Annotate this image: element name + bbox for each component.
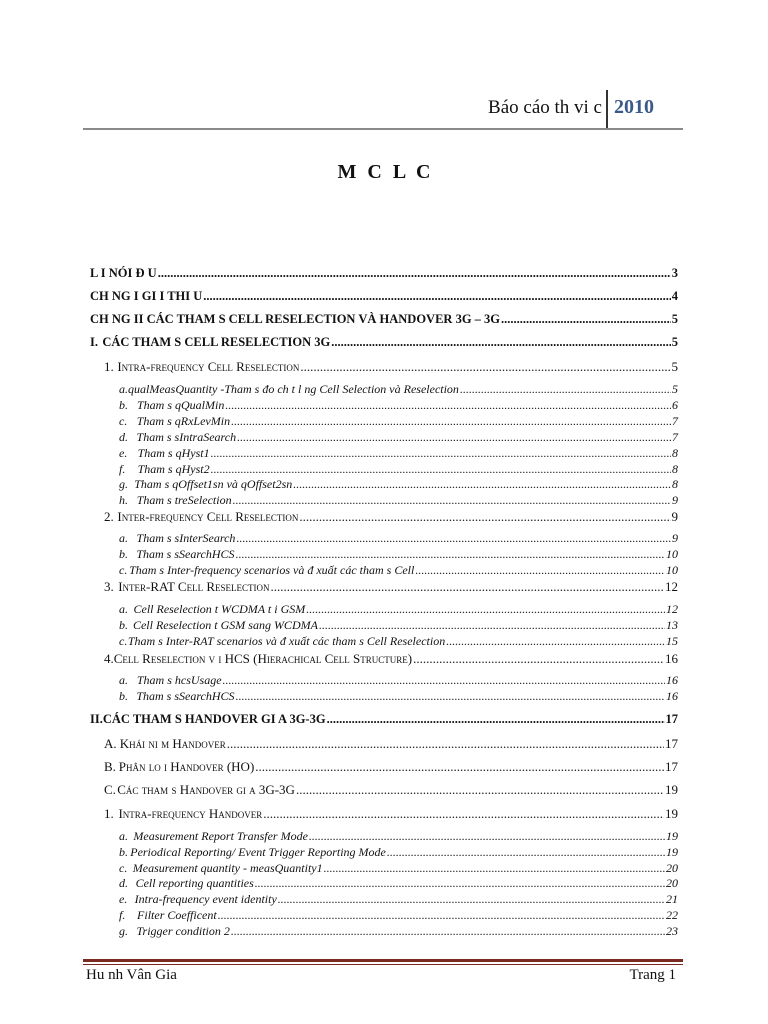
toc-entry-title: CÁC THAM S CELL RESELECTION 3G bbox=[102, 335, 331, 349]
toc-entry-title: Tham s sSearchHCS bbox=[136, 689, 235, 703]
toc-leader-dots bbox=[460, 382, 671, 397]
toc-entry-number: c. bbox=[119, 414, 128, 428]
toc-entry[interactable] bbox=[119, 462, 678, 477]
toc-entry-title: Tham s qRxLevMin bbox=[136, 414, 231, 428]
toc-leader-dots bbox=[255, 876, 665, 891]
toc-leader-dots bbox=[309, 829, 665, 844]
toc-entry[interactable] bbox=[119, 547, 678, 562]
toc-entry-page: 7 bbox=[672, 414, 678, 428]
toc-entry[interactable] bbox=[90, 312, 678, 327]
toc-entry-number: d. bbox=[119, 430, 128, 444]
toc-entry[interactable] bbox=[119, 414, 678, 429]
footer-rule bbox=[83, 959, 683, 962]
toc-leader-dots bbox=[296, 782, 664, 798]
toc-leader-dots bbox=[271, 579, 665, 595]
toc-entry-page: 16 bbox=[666, 673, 678, 687]
toc-entry-number: b. bbox=[119, 547, 128, 561]
toc-entry[interactable] bbox=[104, 782, 678, 798]
toc-entry-number: b. bbox=[119, 845, 128, 859]
toc-leader-dots bbox=[236, 531, 671, 546]
toc-entry-title: Cell Reselection t GSM sang WCDMA bbox=[132, 618, 318, 632]
toc-entry-title: Measurement Report Transfer Mode bbox=[133, 829, 308, 843]
header-year: 2010 bbox=[614, 96, 654, 118]
toc-entry-number: e. bbox=[119, 446, 128, 460]
toc-entry-title: Cell reporting quantities bbox=[135, 876, 254, 890]
toc-entry-title: Filter Coefficent bbox=[137, 908, 217, 922]
toc-entry[interactable] bbox=[119, 689, 678, 704]
toc-title: M C L C bbox=[337, 161, 431, 183]
toc-entry[interactable] bbox=[119, 398, 678, 413]
toc-entry-title: Measurement quantity - measQuantity1 bbox=[132, 861, 323, 875]
toc-entry-page: 9 bbox=[671, 509, 678, 524]
toc-leader-dots bbox=[218, 908, 665, 923]
toc-entry[interactable] bbox=[90, 266, 678, 281]
toc-entry-page: 22 bbox=[666, 908, 678, 922]
toc-entry-title: Tham s Inter-frequency scenarios và đ xuất các tham s Cell bbox=[129, 563, 415, 577]
toc-entry-page: 21 bbox=[666, 892, 678, 906]
toc-leader-dots bbox=[236, 689, 665, 704]
toc-entry-number: a. bbox=[119, 673, 128, 687]
toc-entry-number: d. bbox=[119, 876, 128, 890]
toc-entry[interactable] bbox=[119, 892, 678, 907]
toc-entry-number: b. bbox=[119, 618, 128, 632]
toc-entry-title: Phân lo i Handover (HO) bbox=[118, 759, 255, 774]
toc-leader-dots bbox=[299, 509, 670, 525]
toc-entry-number: a. bbox=[119, 602, 128, 616]
toc-entry[interactable] bbox=[119, 634, 678, 649]
toc-leader-dots bbox=[306, 602, 665, 617]
toc-leader-dots bbox=[501, 312, 671, 327]
toc-entry[interactable] bbox=[119, 477, 678, 492]
toc-entry-number: a. bbox=[119, 531, 128, 545]
toc-entry[interactable] bbox=[90, 712, 678, 727]
toc-entry[interactable] bbox=[90, 335, 678, 350]
toc-entry-page: 4 bbox=[671, 289, 678, 303]
toc-entry-number: 3. bbox=[104, 579, 114, 594]
toc-leader-dots bbox=[387, 845, 665, 860]
toc-leader-dots bbox=[223, 673, 665, 688]
toc-entry-title: Khái ni m Handover bbox=[119, 736, 226, 751]
toc-entry-number: g. bbox=[119, 477, 128, 491]
toc-entry[interactable] bbox=[104, 509, 678, 525]
toc-entry-title: Tham s treSelection bbox=[136, 493, 232, 507]
toc-entry-number: c. bbox=[119, 634, 128, 648]
toc-entry[interactable] bbox=[119, 924, 678, 939]
toc-entry-page: 6 bbox=[672, 398, 678, 412]
toc-entry-title: CH NG II CÁC THAM S CELL RESELECTION VÀ HANDOVER 3G – 3G bbox=[90, 312, 501, 326]
toc-entry-number: a. bbox=[119, 829, 128, 843]
toc-entry[interactable] bbox=[104, 359, 678, 375]
toc-entry-number: 1. bbox=[104, 359, 114, 374]
toc-entry[interactable] bbox=[119, 845, 678, 860]
toc-leader-dots bbox=[211, 462, 671, 477]
toc-entry-page: 13 bbox=[666, 618, 678, 632]
toc-leader-dots bbox=[300, 359, 670, 375]
toc-entry-page: 20 bbox=[666, 861, 678, 875]
toc-leader-dots bbox=[293, 477, 671, 492]
toc-entry-page: 8 bbox=[672, 477, 678, 491]
toc-entry-number: II. bbox=[90, 712, 103, 726]
toc-entry-title: Trigger condition 2 bbox=[136, 924, 230, 938]
footer-page-label: Trang 1 bbox=[629, 967, 676, 983]
toc-entry-title: Tham s sSearchHCS bbox=[136, 547, 235, 561]
toc-leader-dots bbox=[413, 651, 664, 667]
toc-entry-page: 5 bbox=[672, 382, 678, 396]
toc-entry-number: I. bbox=[90, 335, 98, 349]
toc-leader-dots bbox=[231, 924, 665, 939]
toc-leader-dots bbox=[158, 266, 671, 281]
toc-entry-page: 19 bbox=[666, 845, 678, 859]
toc-leader-dots bbox=[233, 493, 671, 508]
toc-entry-title: Intra-frequency event identity bbox=[134, 892, 277, 906]
toc-entry[interactable] bbox=[119, 876, 678, 891]
toc-entry-page: 9 bbox=[672, 531, 678, 545]
toc-entry-page: 9 bbox=[672, 493, 678, 507]
toc-entry-page: 7 bbox=[672, 430, 678, 444]
toc-entry-page: 5 bbox=[671, 312, 678, 326]
footer-rule-thin bbox=[83, 964, 683, 965]
toc-entry-number: c. bbox=[119, 861, 128, 875]
toc-entry[interactable] bbox=[90, 289, 678, 304]
toc-entry[interactable] bbox=[119, 382, 678, 397]
toc-entry-number: b. bbox=[119, 398, 128, 412]
toc-entry-title: Tham s Inter-RAT scenarios và đ xuất các tham s Cell Reselection bbox=[127, 634, 446, 648]
toc-leader-dots bbox=[331, 335, 670, 350]
toc-leader-dots bbox=[231, 414, 671, 429]
toc-entry[interactable] bbox=[119, 446, 678, 461]
toc-entry[interactable] bbox=[104, 579, 678, 595]
toc-entry[interactable] bbox=[119, 493, 678, 508]
header-title: Báo cáo th vi c bbox=[488, 97, 602, 118]
toc-leader-dots bbox=[225, 398, 671, 413]
toc-entry-page: 10 bbox=[666, 547, 678, 561]
toc-entry-number: e. bbox=[119, 892, 128, 906]
toc-entry-title: Intra-frequency Handover bbox=[118, 806, 263, 821]
toc-leader-dots bbox=[319, 618, 665, 633]
toc-entry-page: 19 bbox=[665, 806, 678, 821]
toc-leader-dots bbox=[324, 861, 665, 876]
toc-entry-page: 19 bbox=[665, 782, 678, 797]
toc-entry-page: 15 bbox=[666, 634, 678, 648]
toc-entry-title: Tham s qHyst1 bbox=[137, 446, 210, 460]
toc-entry[interactable] bbox=[119, 829, 678, 844]
toc-entry-page: 5 bbox=[671, 335, 678, 349]
toc-entry-title: Tham s qHyst2 bbox=[137, 462, 210, 476]
toc-entry-number: a. bbox=[119, 382, 128, 396]
toc-entry-page: 3 bbox=[671, 266, 678, 280]
toc-entry-number: A. bbox=[104, 736, 117, 751]
toc-leader-dots bbox=[327, 712, 665, 727]
toc-entry-number: 1. bbox=[104, 806, 114, 821]
toc-entry-title: Các tham s Handover gi a 3G-3G bbox=[117, 782, 295, 797]
toc-entry-title: qualMeasQuantity -Tham s đo ch t l ng Cell Selection và Reselection bbox=[128, 382, 459, 396]
toc-entry-title: L I NÓI Đ U bbox=[90, 266, 157, 280]
toc-entry-number: g. bbox=[119, 924, 128, 938]
toc-entry-number: f. bbox=[119, 462, 126, 476]
toc-entry[interactable] bbox=[119, 602, 678, 617]
toc-entry-title: Tham s qQualMin bbox=[136, 398, 225, 412]
toc-entry[interactable] bbox=[104, 806, 678, 822]
toc-entry-page: 20 bbox=[666, 876, 678, 890]
toc-entry-page: 17 bbox=[665, 736, 678, 751]
toc-entry-title: CÁC THAM S HANDOVER GI A 3G-3G bbox=[102, 712, 326, 726]
toc-entry[interactable] bbox=[119, 531, 678, 546]
toc-entry-title: Intra-frequency Cell Reselection bbox=[117, 359, 300, 374]
footer-author: Hu nh Vân Gia bbox=[86, 967, 177, 983]
toc-entry[interactable] bbox=[119, 430, 678, 445]
toc-entry-number: B. bbox=[104, 759, 116, 774]
toc-leader-dots bbox=[263, 806, 664, 822]
toc-entry-page: 12 bbox=[666, 602, 678, 616]
toc-entry-page: 16 bbox=[666, 689, 678, 703]
toc-entry-page: 17 bbox=[665, 759, 678, 774]
toc-entry-page: 17 bbox=[665, 712, 678, 726]
toc-leader-dots bbox=[236, 547, 665, 562]
toc-leader-dots bbox=[278, 892, 665, 907]
toc-entry-title: Periodical Reporting/ Event Trigger Reporting Mode bbox=[130, 845, 386, 859]
toc-entry-page: 10 bbox=[666, 563, 678, 577]
toc-entry-title: Tham s sIntraSearch bbox=[136, 430, 237, 444]
toc-entry-number: b. bbox=[119, 689, 128, 703]
toc-entry[interactable] bbox=[119, 673, 678, 688]
toc-entry[interactable] bbox=[119, 908, 678, 923]
toc-entry-number: C. bbox=[104, 782, 116, 797]
toc-entry-page: 8 bbox=[672, 446, 678, 460]
toc-leader-dots bbox=[446, 634, 665, 649]
toc-entry-number: f. bbox=[119, 908, 126, 922]
toc-entry-title: Cell Reselection t WCDMA t i GSM bbox=[133, 602, 306, 616]
toc-entry-number: 2. bbox=[104, 509, 114, 524]
toc-entry-title: Cell Reselection v i HCS (Hierachical Cell Structure) bbox=[113, 651, 413, 666]
toc-entry-title: Tham s hcsUsage bbox=[136, 673, 222, 687]
toc-entry[interactable] bbox=[104, 651, 678, 667]
toc-entry[interactable] bbox=[104, 736, 678, 752]
toc-leader-dots bbox=[415, 563, 665, 578]
toc-leader-dots bbox=[203, 289, 670, 304]
toc-entry[interactable] bbox=[119, 861, 678, 876]
toc-entry[interactable] bbox=[119, 618, 678, 633]
toc-entry-page: 5 bbox=[671, 359, 678, 374]
toc-entry-number: c. bbox=[119, 563, 128, 577]
toc-entry-title: CH NG I GI I THI U bbox=[90, 289, 203, 303]
toc-entry-page: 16 bbox=[665, 651, 678, 666]
toc-leader-dots bbox=[211, 446, 671, 461]
toc-entry-title: Tham s qOffset1sn và qOffset2sn bbox=[134, 477, 293, 491]
toc-leader-dots bbox=[227, 736, 664, 752]
toc-entry-page: 19 bbox=[666, 829, 678, 843]
toc-leader-dots bbox=[255, 759, 664, 775]
toc-entry-number: h. bbox=[119, 493, 128, 507]
toc-entry-page: 8 bbox=[672, 462, 678, 476]
toc-entry-page: 12 bbox=[665, 579, 678, 594]
toc-entry-title: Tham s sInterSearch bbox=[136, 531, 236, 545]
toc-entry[interactable] bbox=[104, 759, 678, 775]
toc-entry-page: 23 bbox=[666, 924, 678, 938]
toc-leader-dots bbox=[237, 430, 671, 445]
toc-entry-title: Inter-RAT Cell Reselection bbox=[118, 579, 270, 594]
toc-entry-number: 4. bbox=[104, 651, 114, 666]
toc-entry[interactable] bbox=[119, 563, 678, 578]
toc-entry-title: Inter-frequency Cell Reselection bbox=[117, 509, 299, 524]
